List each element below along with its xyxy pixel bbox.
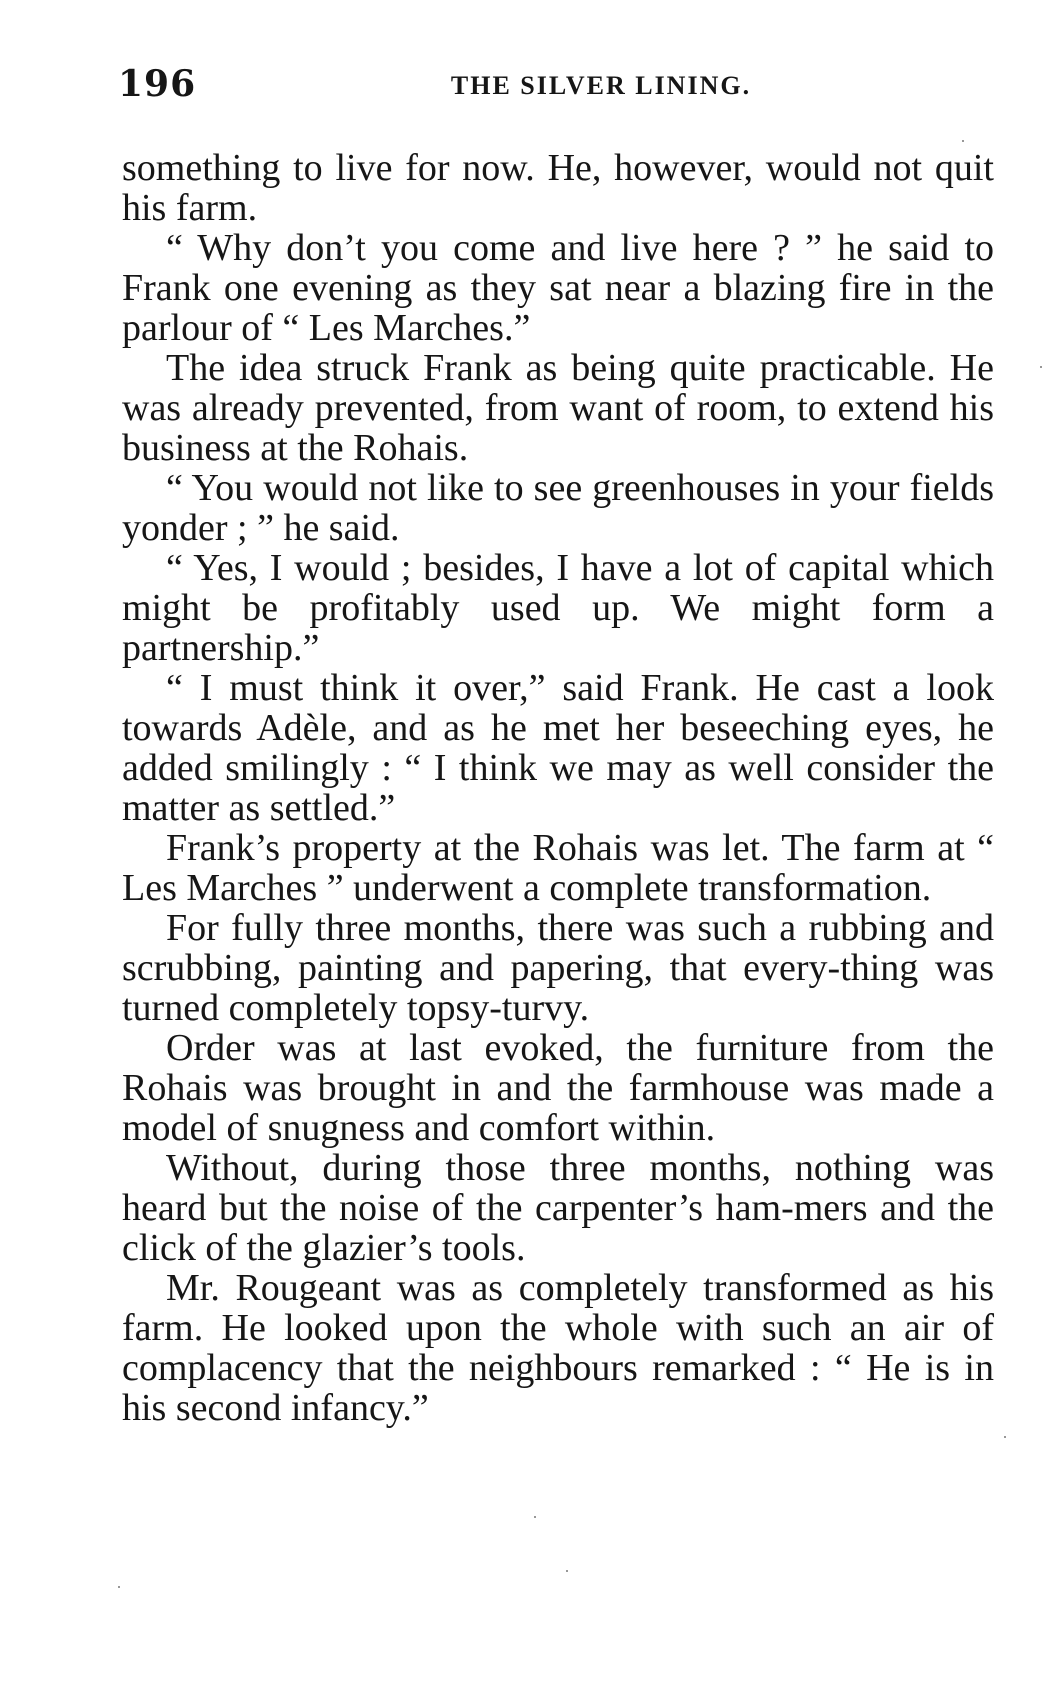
paper-speck bbox=[118, 1586, 120, 1588]
paragraph: “ Yes, I would ; besides, I have a lot of capital which might be profitably used up. We might form a partnership.” bbox=[122, 547, 994, 669]
paper-speck bbox=[566, 1570, 568, 1572]
paragraph: Frank’s property at the Rohais was let. The farm at “ Les Marches ” underwent a complete transformation. bbox=[122, 827, 994, 909]
paper-speck bbox=[962, 140, 964, 142]
paragraph: Without, during those three months, nothing was heard but the noise of the carpenter’s ham-mers and the click of the glazier’s tools. bbox=[122, 1147, 994, 1269]
paragraph: “ You would not like to see greenhouses in your fields yonder ; ” he said. bbox=[122, 467, 994, 549]
paragraph: “ I must think it over,” said Frank. He cast a look towards Adèle, and as he met her beseeching eyes, he added smilingly : “ I think we may as well consider the matter as settled.” bbox=[122, 667, 994, 829]
paragraph: “ Why don’t you come and live here ? ” he said to Frank one evening as they sat near a blazing fire in the parlour of “ Les Marches.” bbox=[122, 227, 994, 349]
paper-speck bbox=[534, 1516, 536, 1518]
paragraph: For fully three months, there was such a rubbing and scrubbing, painting and papering, that every-thing was turned completely topsy-turvy. bbox=[122, 907, 994, 1029]
page-header bbox=[118, 60, 994, 108]
paper-speck bbox=[1040, 366, 1042, 368]
page-number: 196 bbox=[118, 63, 197, 105]
paragraph: Mr. Rougeant was as completely transformed as his farm. He looked upon the whole with such an air of complacency that the neighbours remarked : “ He is in his second infancy.” bbox=[122, 1267, 994, 1429]
paper-speck bbox=[1004, 1436, 1006, 1438]
paragraph: something to live for now. He, however, would not quit his farm. bbox=[122, 147, 994, 229]
paragraph: Order was at last evoked, the furniture from the Rohais was brought in and the farmhouse was made a model of snugness and comfort within. bbox=[122, 1027, 994, 1149]
body-text bbox=[122, 148, 994, 1428]
running-title: THE SILVER LINING. bbox=[450, 71, 752, 100]
paragraph: The idea struck Frank as being quite practicable. He was already prevented, from want of room, to extend his business at the Rohais. bbox=[122, 347, 994, 469]
